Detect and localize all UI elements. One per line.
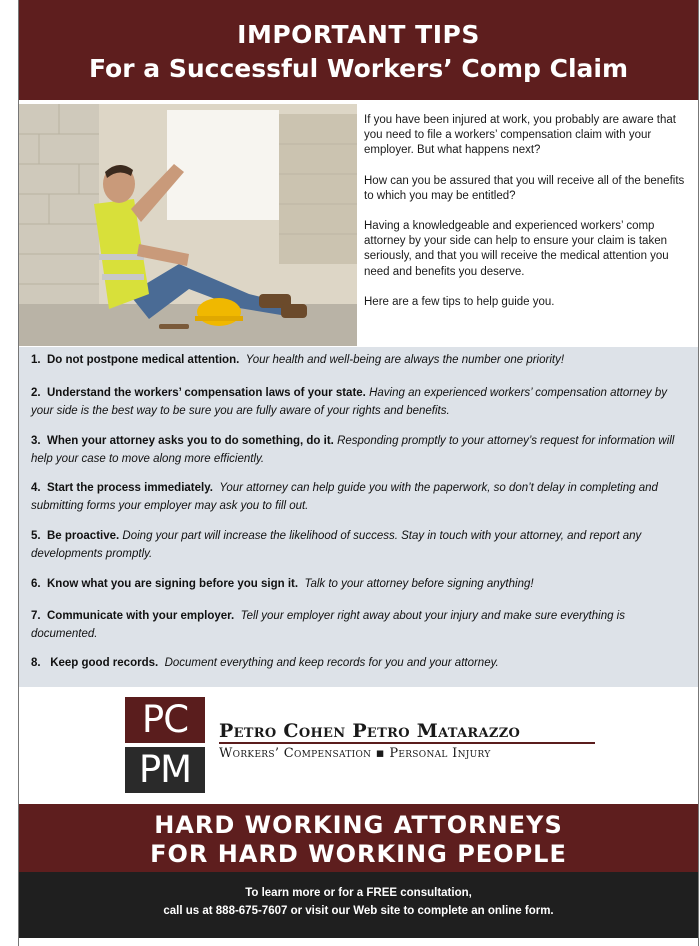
tip-6 [31, 576, 687, 594]
flyer-page [18, 0, 699, 946]
tip-6-text: Talk to your attorney before signing anything! [304, 578, 534, 590]
tip-6-number: 6. [31, 578, 41, 590]
tip-4-text: Your attorney can help guide you with the paperwork, so don’t delay in completing and submitting forms your employer may ask you to fill out. [31, 482, 658, 512]
injured-worker-illustration [19, 104, 357, 346]
tip-2-text: Having an experienced workers’ compensation attorney by your side is the best way to be sure you are fully aware of your rights and benefits. [31, 387, 667, 417]
header-banner [19, 0, 698, 100]
tip-3-text: Responding promptly to your attorney’s request for information will help your case to move along more efficiently. [31, 435, 675, 465]
tip-7-number: 7. [31, 610, 41, 622]
footer-contact [19, 872, 698, 938]
tip-8-text: Document everything and keep records for you and your attorney. [164, 657, 499, 669]
logo-divider [219, 742, 595, 744]
firm-logo-area [19, 687, 698, 804]
firm-name: Petro Cohen Petro Matarazzo [219, 720, 521, 742]
intro-paragraph-3: Having a knowledgeable and experienced workers’ comp attorney by your side can help to ensure your claim is taken seriously, and that you will receive the medical attention you need and benefits you deserve. [364, 220, 669, 278]
tip-8 [31, 655, 687, 673]
footer-line2: call us at 888-675-7607 or visit our Web site to complete an online form. [163, 905, 554, 917]
slogan-line1: HARD WORKING ATTORNEYS [154, 811, 563, 839]
tip-1 [31, 352, 687, 370]
injured-worker-photo [19, 104, 357, 346]
tip-5 [31, 528, 687, 563]
tip-4-heading: Start the process immediately. [46, 482, 213, 494]
tip-5-heading: Be proactive. [46, 530, 120, 542]
tip-2 [31, 385, 687, 420]
slogan-line2: FOR HARD WORKING PEOPLE [150, 840, 567, 868]
footer-line1: To learn more or for a FREE consultation, [245, 887, 472, 899]
tip-8-heading: Keep good records. [50, 657, 159, 669]
tip-8-number: 8. [31, 657, 41, 669]
page-title-line2: For a Successful Workers’ Comp Claim [88, 54, 629, 83]
tip-4-number: 4. [31, 482, 41, 494]
tip-3 [31, 433, 687, 468]
tip-1-number: 1. [31, 354, 41, 366]
intro-paragraph-1: If you have been injured at work, you probably are aware that you need to file a workers’ compensation claim with your employer. But what happens next? [364, 114, 676, 157]
tip-7-text: Tell your employer right away about your injury and make sure everything is documented. [31, 610, 625, 640]
tip-1-heading: Do not postpone medical attention. [46, 354, 240, 366]
tip-2-number: 2. [31, 387, 41, 399]
tip-2-heading: Understand the workers’ compensation laws of your state. [46, 387, 366, 399]
tip-4 [31, 480, 687, 515]
monogram-bottom: PM [125, 747, 205, 793]
practice-areas: Workers’ Compensation ▪ Personal Injury [219, 746, 491, 761]
tip-1-text: Your health and well-being are always the number one priority! [245, 354, 565, 366]
page-title-line1: IMPORTANT TIPS [237, 20, 480, 49]
tip-7-heading: Communicate with your employer. [46, 610, 235, 622]
tip-6-heading: Know what you are signing before you sign it. [46, 578, 299, 590]
intro-paragraph-2: How can you be assured that you will receive all of the benefits to which you may be entitled? [364, 174, 685, 202]
tip-3-number: 3. [31, 435, 41, 447]
tip-7 [31, 608, 687, 643]
slogan-banner [19, 804, 698, 872]
intro-text [364, 113, 696, 325]
tip-5-number: 5. [31, 530, 41, 542]
monogram-top: PC [125, 697, 205, 743]
intro-paragraph-4: Here are a few tips to help guide you. [364, 295, 555, 308]
tip-3-heading: When your attorney asks you to do something, do it. [46, 435, 334, 447]
tips-section [19, 347, 698, 687]
tip-5-text: Doing your part will increase the likelihood of success. Stay in touch with your attorney, and report any developments promptly. [31, 530, 642, 560]
firm-monogram-logo [125, 697, 205, 793]
